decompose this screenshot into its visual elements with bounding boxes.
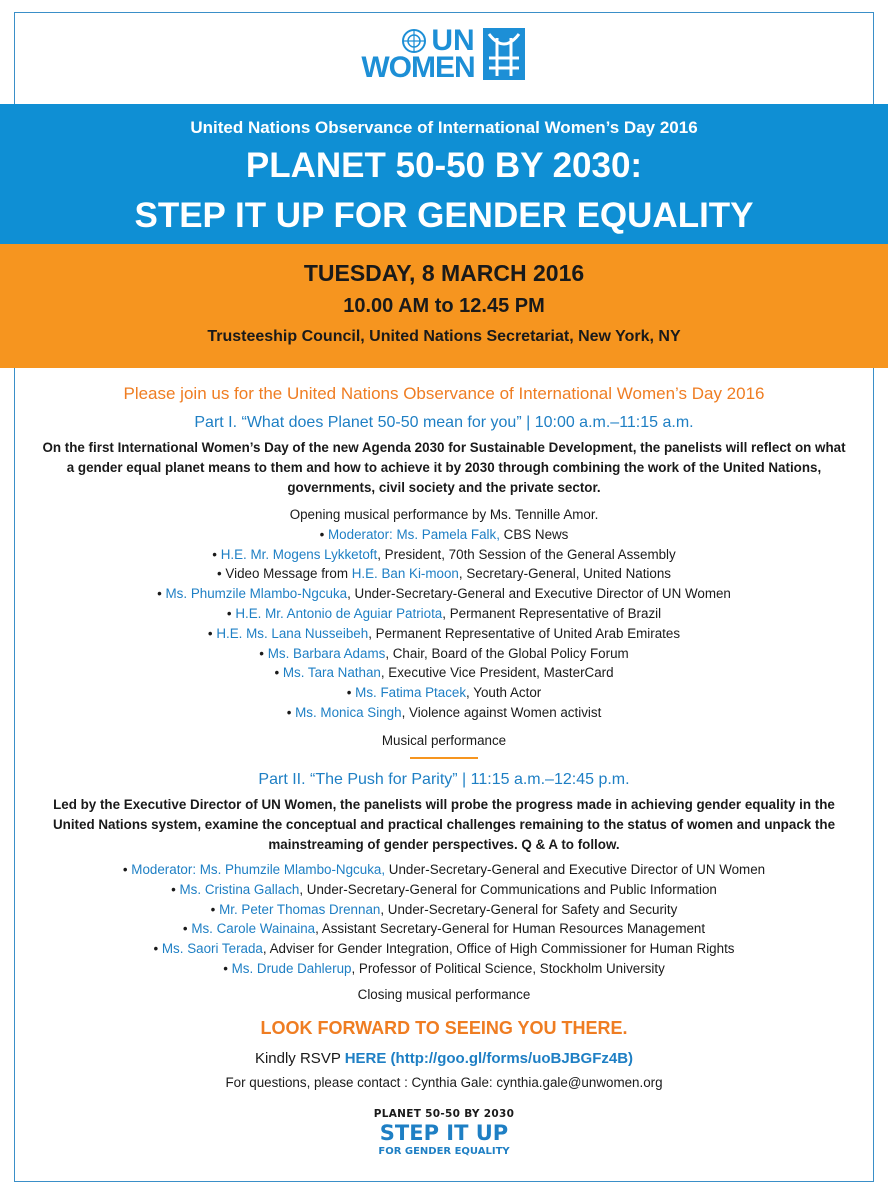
speaker-name: Ms. Phumzile Mlambo-Ngcuka — [165, 586, 348, 602]
speaker-name: Moderator: Ms. Pamela Falk, — [328, 526, 500, 542]
section-divider — [410, 757, 478, 759]
speaker-item — [40, 900, 848, 920]
speaker-item — [40, 624, 848, 644]
event-subtitle: United Nations Observance of International Women’s Day 2016 — [190, 118, 698, 137]
speaker-name: Moderator: Ms. Phumzile Mlambo-Ngcuka, — [131, 862, 386, 877]
speaker-role: , Violence against Women activist — [401, 704, 602, 720]
speaker-role: , Executive Vice President, MasterCard — [380, 665, 614, 681]
speaker-name: H.E. Ban Ki-moon — [351, 566, 459, 582]
speaker-prefix: • — [210, 901, 220, 917]
event-title-line2: STEP IT UP FOR GENDER EQUALITY — [134, 196, 754, 235]
speaker-item — [40, 644, 848, 664]
speaker-item — [40, 683, 848, 703]
speaker-prefix: • — [259, 645, 268, 661]
speaker-role: , Secretary-General, United Nations — [458, 566, 671, 582]
speaker-name: Ms. Monica Singh — [295, 704, 402, 720]
speaker-item — [40, 919, 848, 939]
speaker-prefix: • — [346, 685, 356, 701]
speaker-item — [40, 564, 848, 584]
speaker-role: , Under-Secretary-General for Safety and Security — [380, 901, 678, 917]
event-date: TUESDAY, 8 MARCH 2016 — [303, 260, 585, 286]
logo-women-text: WOMEN — [361, 51, 475, 84]
speaker-prefix: • — [286, 704, 296, 720]
part2-program — [40, 860, 848, 979]
speaker-prefix: • — [226, 605, 236, 621]
un-women-logo — [0, 24, 888, 84]
speaker-prefix: • — [212, 546, 221, 562]
speaker-item — [40, 880, 848, 900]
speaker-role: , Assistant Secretary-General for Human Resources Management — [315, 921, 706, 937]
speaker-role: , Chair, Board of the Global Policy Forum — [385, 645, 629, 661]
speaker-role: , Under-Secretary-General and Executive Director of UN Women — [347, 586, 731, 602]
rsvp-link[interactable]: HERE (http://goo.gl/forms/uoBJBGFz4B) — [344, 1050, 634, 1067]
part2-description: Led by the Executive Director of UN Women, the panelists will probe the progress made in achieving gender equality in the United Nations system, examine the conceptual and practical challenges remaining to the status of women and unpack the mainstreaming of gender perspectives. Q & A to follow. — [52, 797, 836, 852]
speaker-prefix: • — [157, 586, 166, 602]
speaker-name: Ms. Drude Dahlerup — [231, 960, 352, 976]
speaker-name: Ms. Barbara Adams — [267, 645, 386, 661]
speaker-item — [40, 604, 848, 624]
speaker-role: , President, 70th Session of the General Assembly — [377, 546, 676, 562]
speaker-item — [40, 525, 848, 545]
speaker-prefix: • — [171, 881, 180, 897]
speaker-name: H.E. Mr. Antonio de Aguiar Patriota — [235, 605, 443, 621]
speaker-role: , Youth Actor — [466, 685, 542, 701]
badge-line2: STEP IT UP — [379, 1121, 509, 1145]
event-time: 10.00 AM to 12.45 PM — [343, 295, 545, 317]
part2-heading: Part II. “The Push for Parity” | 11:15 a.m.–12:45 p.m. — [258, 771, 630, 788]
part1-description: On the first International Women’s Day of the new Agenda 2030 for Sustainable Development, the panelists will reflect on what a gender equal planet means to them and how to achieve it by 2030 through combining the work of the United Nations, governments, civil society and the private sector. — [42, 440, 846, 495]
logo-un-text: UN — [431, 24, 475, 57]
speaker-name: Mr. Peter Thomas Drennan — [219, 901, 381, 917]
speaker-role: , Adviser for Gender Integration, Office of High Commissioner for Human Rights — [262, 941, 735, 957]
speaker-item — [40, 663, 848, 683]
part1-program — [40, 505, 848, 723]
speaker-prefix: • — [182, 921, 192, 937]
badge-line1: PLANET 50-50 BY 2030 — [373, 1108, 515, 1120]
speaker-role: , Permanent Representative of United Arab Emirates — [368, 625, 681, 641]
speaker-item — [40, 584, 848, 604]
speaker-name: H.E. Mr. Mogens Lykketoft — [220, 546, 378, 562]
speaker-role: , Permanent Representative of Brazil — [442, 605, 662, 621]
step-it-up-badge — [0, 1108, 888, 1157]
speaker-item — [40, 545, 848, 565]
speaker-name: Ms. Saori Terada — [161, 941, 263, 957]
speaker-prefix: • — [319, 526, 329, 542]
part1-heading: Part I. “What does Planet 50-50 mean for you” | 10:00 a.m.–11:15 a.m. — [194, 414, 694, 431]
speaker-role: , Professor of Political Science, Stockholm University — [351, 960, 665, 976]
badge-line3: FOR GENDER EQUALITY — [378, 1146, 510, 1157]
speaker-name: Ms. Fatima Ptacek — [355, 685, 467, 701]
speaker-item — [40, 703, 848, 723]
speaker-name: H.E. Ms. Lana Nusseibeh — [216, 625, 369, 641]
speaker-name: Ms. Tara Nathan — [282, 665, 381, 681]
speaker-prefix: • — [223, 960, 232, 976]
speaker-prefix: • — [274, 665, 283, 681]
speaker-prefix: • — [207, 625, 217, 641]
opening-performance: Opening musical performance by Ms. Tennille Amor. — [289, 507, 599, 522]
speaker-role: , Under-Secretary-General for Communications and Public Information — [299, 881, 717, 897]
speaker-name: Ms. Cristina Gallach — [179, 881, 300, 897]
closing-performance: Closing musical performance — [357, 987, 531, 1002]
part1-speaker-list — [40, 525, 848, 723]
event-venue: Trusteeship Council, United Nations Secretariat, New York, NY — [207, 328, 681, 345]
rsvp-prefix: Kindly RSVP — [254, 1050, 345, 1067]
intro-text: Please join us for the United Nations Observance of International Women’s Day 2016 — [123, 384, 765, 403]
speaker-prefix: • — [122, 862, 132, 877]
look-forward-text: LOOK FORWARD TO SEEING YOU THERE. — [260, 1018, 628, 1038]
speaker-prefix: • — [153, 941, 162, 957]
rsvp-line — [40, 1050, 848, 1067]
speaker-item — [40, 939, 848, 959]
women-symbol-icon — [481, 26, 527, 82]
date-banner — [0, 244, 888, 368]
part2-speaker-list — [40, 860, 848, 979]
contact-line: For questions, please contact : Cynthia Gale: cynthia.gale@unwomen.org — [225, 1075, 663, 1090]
speaker-role: CBS News — [499, 526, 569, 542]
event-title-line1: PLANET 50-50 BY 2030: — [245, 146, 643, 185]
speaker-role: Under-Secretary-General and Executive Director of UN Women — [385, 862, 766, 877]
speaker-item — [40, 959, 848, 979]
speaker-item — [40, 860, 848, 880]
title-banner — [0, 104, 888, 244]
musical-performance: Musical performance — [381, 733, 507, 748]
speaker-name: Ms. Carole Wainaina — [191, 921, 316, 937]
un-emblem-icon — [401, 28, 427, 54]
speaker-prefix: • Video Message from — [217, 566, 352, 582]
